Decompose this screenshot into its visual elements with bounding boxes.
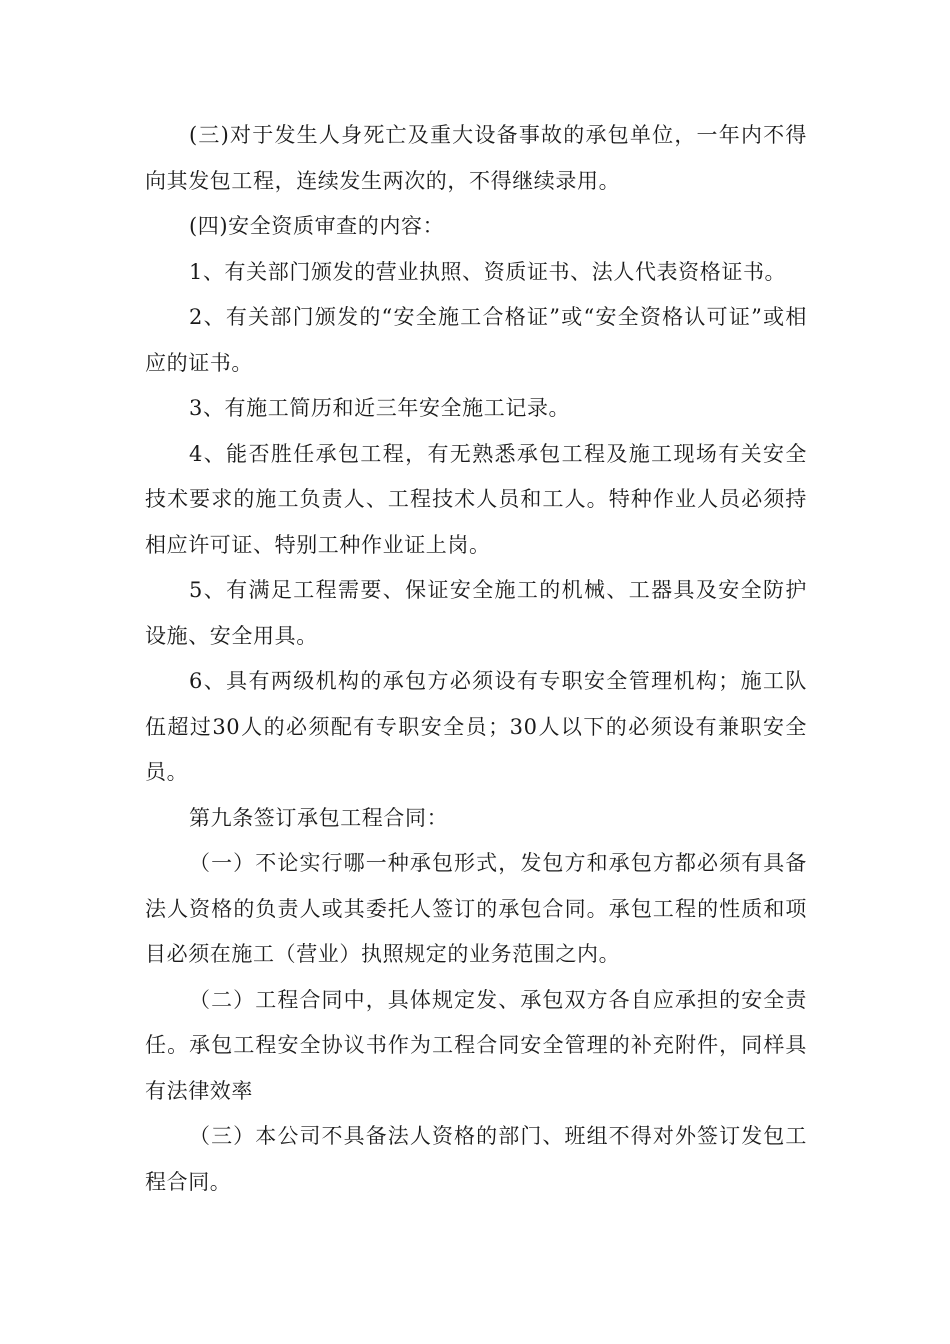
paragraph-item-6: 6、具有两级机构的承包方必须设有专职安全管理机构；施工队伍超过30人的必须配有专职安全员；30人以下的必须设有兼职安全员。 (145, 669, 807, 784)
paragraph-contract-clause-2: （二）工程合同中，具体规定发、承包双方各自应承担的安全责任。承包工程安全协议书作为工程合同安全管理的补充附件，同样具有法律效率 (145, 987, 807, 1103)
paragraph-item-1: 1、有关部门颁发的营业执照、资质证书、法人代表资格证书。 (189, 259, 787, 284)
paragraph-qualification-review-heading: (四)安全资质审查的内容： (189, 214, 445, 238)
paragraph-article-9-heading: 第九条签订承包工程合同： (189, 805, 449, 830)
document-body (145, 113, 807, 1205)
paragraph-item-3: 3、有施工简历和近三年安全施工记录。 (189, 396, 571, 420)
paragraph-item-4: 4、能否胜任承包工程，有无熟悉承包工程及施工现场有关安全技术要求的施工负责人、工程技术人员和工人。特种作业人员必须持相应许可证、特别工种作业证上岗。 (145, 441, 807, 557)
paragraph-contract-clause-1: （一）不论实行哪一种承包形式，发包方和承包方都必须有具备法人资格的负责人或其委托人签订的承包合同。承包工程的性质和项目必须在施工（营业）执照规定的业务范围之内。 (145, 851, 807, 966)
paragraph-item-5: 5、有满足工程需要、保证安全施工的机械、工器具及安全防护设施、安全用具。 (145, 578, 807, 648)
paragraph-accident-restriction: (三)对于发生人身死亡及重大设备事故的承包单位，一年内不得向其发包工程，连续发生两次的，不得继续录用。 (145, 123, 807, 193)
paragraph-contract-clause-3: （三）本公司不具备法人资格的部门、班组不得对外签订发包工程合同。 (145, 1124, 807, 1194)
paragraph-item-2: 2、有关部门颁发的“安全施工合格证”或“安全资格认可证”或相应的证书。 (145, 305, 807, 375)
